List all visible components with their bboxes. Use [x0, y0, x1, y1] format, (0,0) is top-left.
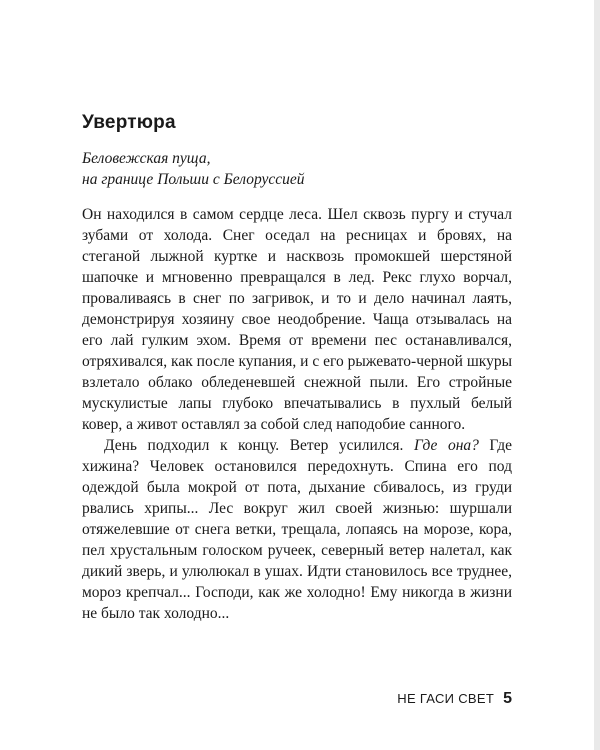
paragraph-2-end: Где хижина? Человек остановился передохнуть. Спина его под одеждой была мокрой от пота, дыхание сбивалось, из груди рвались хрипы... Лес вокруг жил своей жизнью: шуршали отяжелевшие от снега ветки, трещала, лопаясь на морозе, кора, пел хрустальным голоском ручеек, северный ветер налетал, как дикий зверь, и улюлюкал в ушах. Идти становилось все труднее, мороз крепчал... Господи, как же холодно! Ему никогда в жизни не было так холодно...: [82, 437, 512, 622]
epigraph-line-2: на границе Польши с Белоруссией: [82, 171, 305, 188]
epigraph: [82, 148, 512, 190]
chapter-body: [82, 204, 512, 624]
page-number: 5: [503, 690, 512, 707]
epigraph-line-1: Беловежская пуща,: [82, 150, 211, 167]
book-page: [82, 112, 512, 624]
running-head: НЕ ГАСИ СВЕТ: [397, 691, 495, 706]
paragraph-2-start: День подходил к концу. Ветер усилился.: [104, 437, 414, 454]
page-footer: [397, 690, 512, 708]
chapter-title: Увертюра: [82, 112, 176, 133]
paragraph-1: Он находился в самом сердце леса. Шел сквозь пургу и стучал зубами от холода. Снег оседал на ресницах и бровях, на стеганой лыжной куртке и насквозь промокшей шерстяной шапочке и мгновенно превращался в лед. Рекс глухо ворчал, проваливаясь в снег по загривок, и то и дело начинал лаять, демонстрируя хозяину свое неодобрение. Чаща отзывалась на его лай гулким эхом. Время от времени пес останавливался, отряхивался, как после купания, и с его рыжевато-черной шкуры взлетало облако обледеневшей снежной пыли. Его стройные мускулистые лапы глубоко впечатывались в пухлый белый ковер, а живот оставлял за собой след наподобие санного.: [82, 206, 512, 433]
page-edge-shadow: [594, 0, 600, 750]
paragraph-2-italic: Где она?: [413, 437, 479, 454]
paragraph-2: [82, 435, 512, 624]
